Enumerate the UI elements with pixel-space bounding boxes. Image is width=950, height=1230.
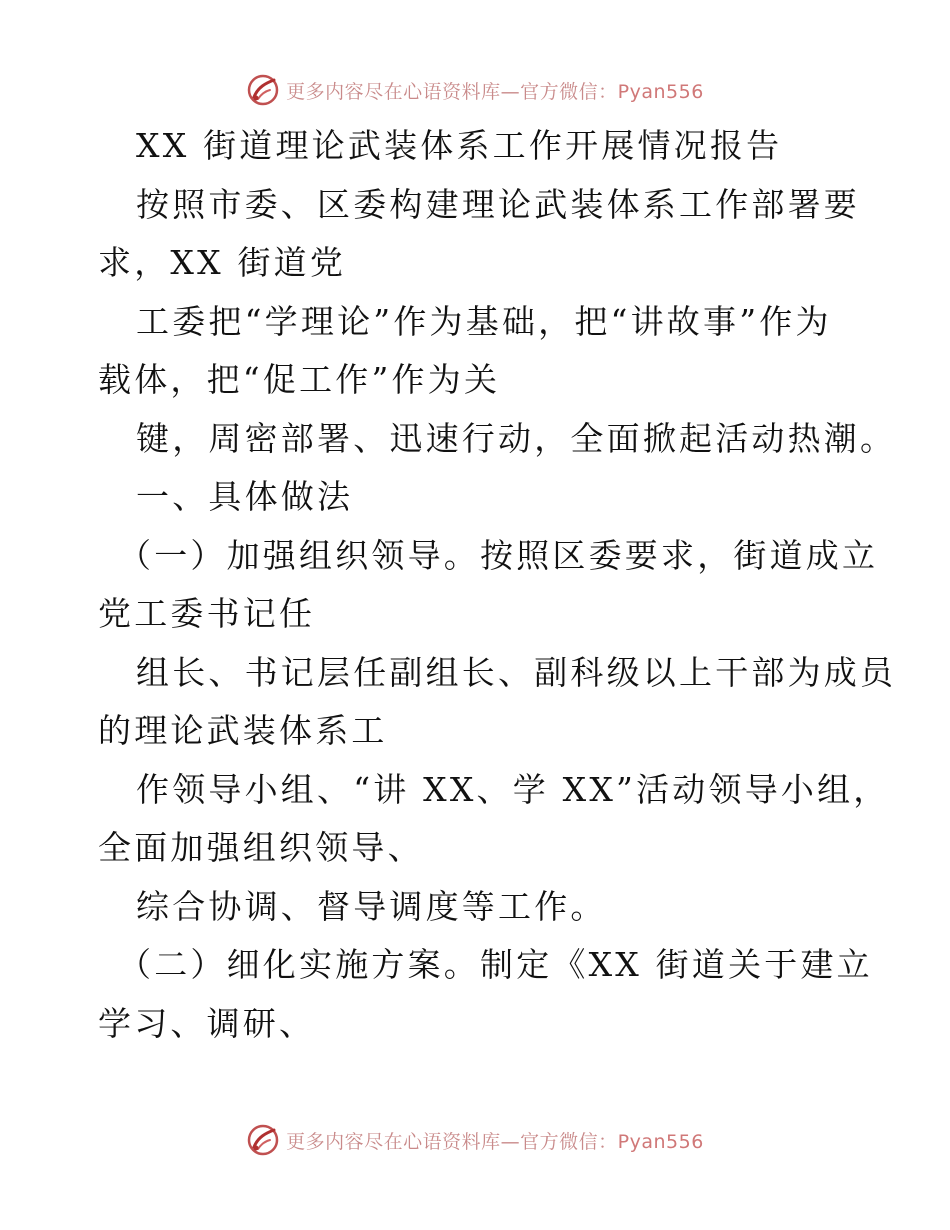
watermark-text: 更多内容尽在心语资料库—官方微信：Pyan556 <box>286 1130 704 1153</box>
brush-logo-icon <box>246 1123 280 1157</box>
watermark-wechat-id: Pyan556 <box>617 1130 704 1153</box>
section-heading: 一、具体做法 <box>136 477 354 516</box>
paragraph-line: 按照市委、区委构建理论武装体系工作部署要 <box>136 185 860 224</box>
paragraph-line: 组长、书记层任副组长、副科级以上干部为成员 <box>136 653 897 692</box>
paragraph-line: 党工委书记任 <box>98 594 316 633</box>
paragraph-line: 工委把“学理论”作为基础，把“讲故事”作为 <box>136 302 832 341</box>
document-title: XX 街道理论武装体系工作开展情况报告 <box>136 126 783 165</box>
paragraph-line: 载体，把“促工作”作为关 <box>98 360 501 399</box>
paragraph-line: 求，XX 街道党 <box>98 243 347 282</box>
paragraph-line: 的理论武装体系工 <box>98 711 388 750</box>
watermark-text: 更多内容尽在心语资料库—官方微信：Pyan556 <box>286 80 704 103</box>
paragraph-line: （一）加强组织领导。按照区委要求，街道成立 <box>118 536 879 575</box>
paragraph-line: 作领导小组、“讲 XX、学 XX”活动领导小组， <box>136 770 890 809</box>
footer-watermark <box>0 1120 950 1160</box>
paragraph-line: 全面加强组织领导、 <box>98 828 424 867</box>
paragraph-line: 综合协调、督导调度等工作。 <box>136 887 607 926</box>
paragraph-line: （二）细化实施方案。制定《XX 街道关于建立 <box>118 945 873 984</box>
paragraph-line: 键，周密部署、迅速行动，全面掀起活动热潮。 <box>136 419 897 458</box>
watermark-wechat-id: Pyan556 <box>617 80 704 103</box>
paragraph-line: 学习、调研、 <box>98 1004 316 1043</box>
